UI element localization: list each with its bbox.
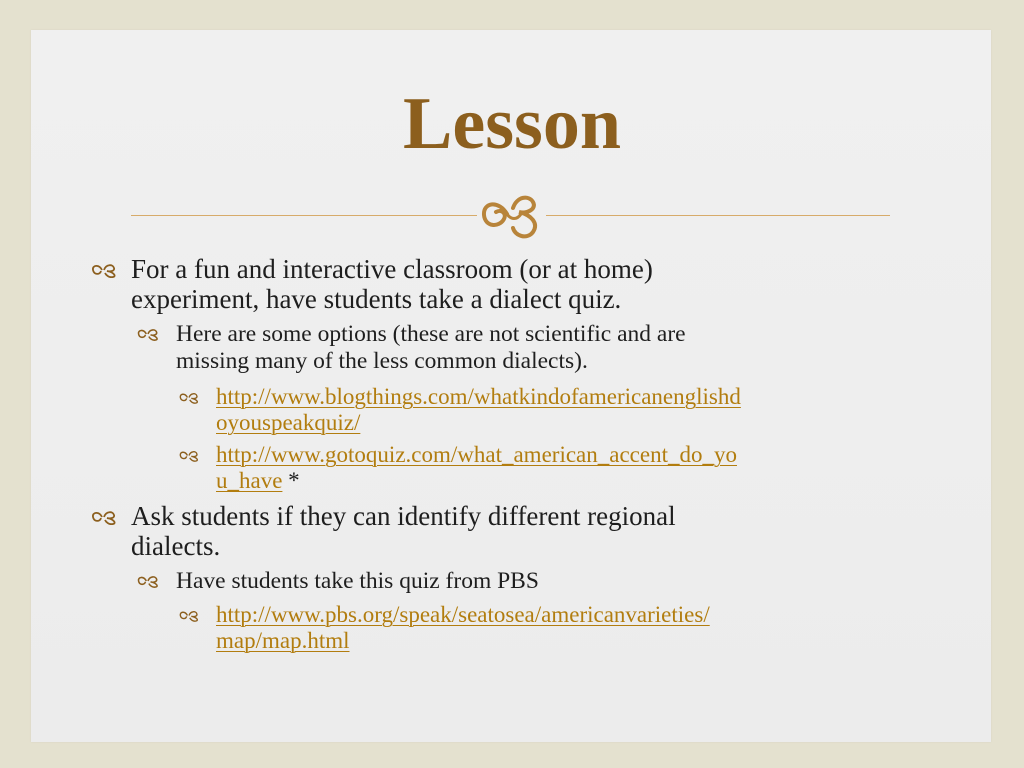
bullet-1-text [131, 254, 653, 314]
bullet-2-line2: dialects. [131, 531, 221, 561]
link-item-blogthings [216, 384, 741, 436]
link-pbs-line1[interactable]: http://www.pbs.org/speak/seatosea/americanvarieties/ [216, 602, 710, 627]
slide-title: Lesson [403, 83, 621, 165]
scroll-ornament-bullet-icon [90, 509, 118, 525]
link-item-gotoquiz [216, 442, 737, 494]
scroll-ornament-bullet-icon [178, 609, 200, 622]
bullet-1-line2: experiment, have students take a dialect quiz. [131, 284, 622, 314]
link-blogthings-line2[interactable]: oyouspeakquiz/ [216, 410, 361, 435]
sub-bullet-2-1-text [176, 568, 539, 595]
scroll-ornament-bullet-icon [90, 262, 118, 278]
scroll-ornament-bullet-icon [178, 449, 200, 462]
bullet-2-text [131, 501, 676, 561]
link-blogthings-line1[interactable]: http://www.blogthings.com/whatkindofamericanenglishd [216, 384, 741, 409]
scroll-ornament-bullet-icon [136, 574, 160, 588]
sub-bullet-1-1-line1: Here are some options (these are not scientific and are [176, 321, 686, 347]
sub-bullet-1-1-text [176, 321, 686, 375]
bullet-2-line1: Ask students if they can identify different regional [131, 501, 676, 531]
link-item-pbs [216, 602, 710, 654]
link-gotoquiz-line1[interactable]: http://www.gotoquiz.com/what_american_accent_do_yo [216, 442, 737, 467]
sub-bullet-2-1-line1: Have students take this quiz from PBS [176, 568, 539, 594]
link-gotoquiz-line2[interactable]: u_have [216, 468, 283, 493]
sub-bullet-1-1-line2: missing many of the less common dialects). [176, 348, 588, 374]
scroll-ornament-bullet-icon [136, 327, 160, 341]
bullet-1-line1: For a fun and interactive classroom (or at home) [131, 254, 653, 284]
scroll-ornament-bullet-icon [178, 391, 200, 404]
link-gotoquiz-note: * [282, 468, 300, 493]
link-pbs-line2[interactable]: map/map.html [216, 628, 350, 653]
